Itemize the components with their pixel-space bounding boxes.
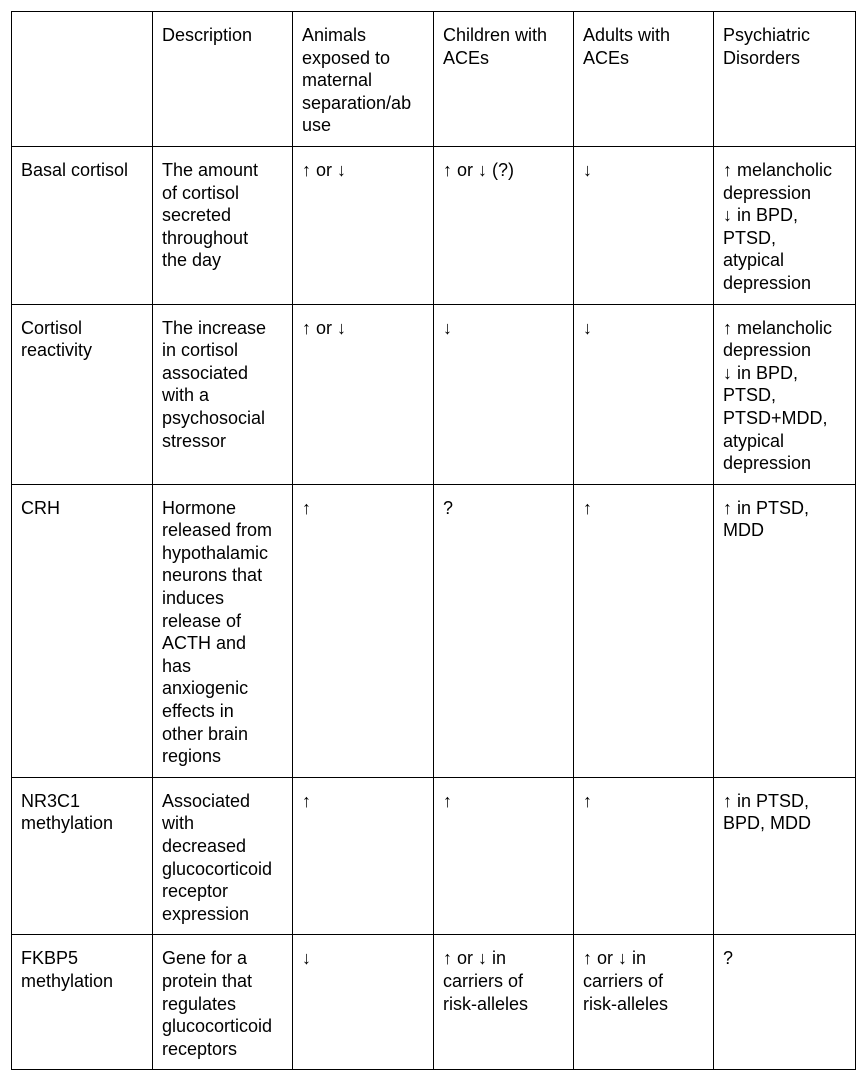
- header-row: [12, 12, 856, 147]
- animals-value: ↓: [302, 948, 311, 969]
- psychiatric-cell: [714, 935, 856, 1070]
- table-row: [12, 304, 856, 484]
- row-label-cell: [12, 484, 153, 777]
- adults-cell: [574, 484, 714, 777]
- row-label: FKBP5 methylation: [21, 948, 114, 991]
- adults-value: ↑: [583, 497, 592, 518]
- adults-cell: [574, 304, 714, 484]
- children-cell: [434, 304, 574, 484]
- row-label: CRH: [21, 497, 60, 518]
- row-label: Basal cortisol: [21, 159, 129, 180]
- description-text: The increase in cortisol associated with a psychosocial stressor: [162, 317, 267, 451]
- description-cell: [153, 484, 293, 777]
- children-value: ?: [443, 497, 454, 518]
- children-cell: [434, 146, 574, 304]
- comparison-table: [11, 11, 856, 1070]
- adults-cell: [574, 146, 714, 304]
- header-label-adults: Adults with ACEs: [583, 25, 671, 68]
- animals-value: ↑ or ↓: [302, 159, 347, 180]
- adults-value: ↓: [583, 159, 592, 180]
- description-text: Hormone released from hypothalamic neurons that induces release of ACTH and has anxiogenic effects in other brain regions: [162, 497, 273, 767]
- psychiatric-value: ↑ melancholic depression ↓ in BPD, PTSD, PTSD+MDD, atypical depression: [723, 317, 833, 474]
- animals-value: ↑: [302, 790, 311, 811]
- description-text: The amount of cortisol secreted throughout the day: [162, 159, 259, 271]
- table-row: [12, 935, 856, 1070]
- table-row: [12, 777, 856, 935]
- children-value: ↑: [443, 790, 452, 811]
- description-text: Gene for a protein that regulates glucocorticoid receptors: [162, 948, 273, 1059]
- table-row: [12, 484, 856, 777]
- psychiatric-value: ↑ in PTSD, BPD, MDD: [723, 790, 812, 834]
- psychiatric-cell: [714, 146, 856, 304]
- adults-cell: [574, 935, 714, 1070]
- row-label: NR3C1 methylation: [21, 790, 114, 834]
- adults-value: ↑: [583, 790, 592, 811]
- description-cell: [153, 304, 293, 484]
- psychiatric-cell: [714, 304, 856, 484]
- row-label-cell: [12, 777, 153, 935]
- animals-value: ↑ or ↓: [302, 317, 347, 338]
- header-cell-psychiatric: [714, 12, 856, 147]
- animals-cell: [293, 935, 434, 1070]
- description-cell: [153, 146, 293, 304]
- animals-cell: [293, 304, 434, 484]
- children-value: ↓: [443, 317, 452, 338]
- psychiatric-value: ↑ in PTSD, MDD: [723, 497, 810, 541]
- animals-cell: [293, 146, 434, 304]
- psychiatric-cell: [714, 777, 856, 935]
- header-cell-children: [434, 12, 574, 147]
- adults-cell: [574, 777, 714, 935]
- header-cell-adults: [574, 12, 714, 147]
- children-cell: [434, 777, 574, 935]
- animals-cell: [293, 484, 434, 777]
- description-cell: [153, 777, 293, 935]
- animals-cell: [293, 777, 434, 935]
- header-label-children: Children with ACEs: [443, 25, 548, 68]
- psychiatric-cell: [714, 484, 856, 777]
- psychiatric-value: ?: [723, 948, 734, 969]
- header-cell-blank: [12, 12, 153, 147]
- adults-value: ↑ or ↓ in carriers of risk-alleles: [583, 948, 669, 1014]
- table-row: [12, 146, 856, 304]
- psychiatric-value: ↑ melancholic depression ↓ in BPD, PTSD, atypical depression: [723, 159, 833, 293]
- header-label-animals: Animals exposed to maternal separation/ab use: [302, 25, 412, 136]
- row-label-cell: [12, 935, 153, 1070]
- description-text: Associated with decreased glucocorticoid receptor expression: [162, 790, 273, 924]
- animals-value: ↑: [302, 497, 311, 518]
- children-value: ↑ or ↓ in carriers of risk-alleles: [443, 948, 529, 1014]
- row-label-cell: [12, 146, 153, 304]
- header-cell-description: [153, 12, 293, 147]
- row-label: Cortisol reactivity: [21, 317, 93, 361]
- adults-value: ↓: [583, 317, 592, 338]
- children-cell: [434, 484, 574, 777]
- header-label-psychiatric: Psychiatric Disorders: [723, 25, 811, 68]
- description-cell: [153, 935, 293, 1070]
- header-cell-animals: [293, 12, 434, 147]
- header-label-description: Description: [162, 25, 253, 45]
- children-cell: [434, 935, 574, 1070]
- row-label-cell: [12, 304, 153, 484]
- children-value: ↑ or ↓ (?): [443, 159, 515, 180]
